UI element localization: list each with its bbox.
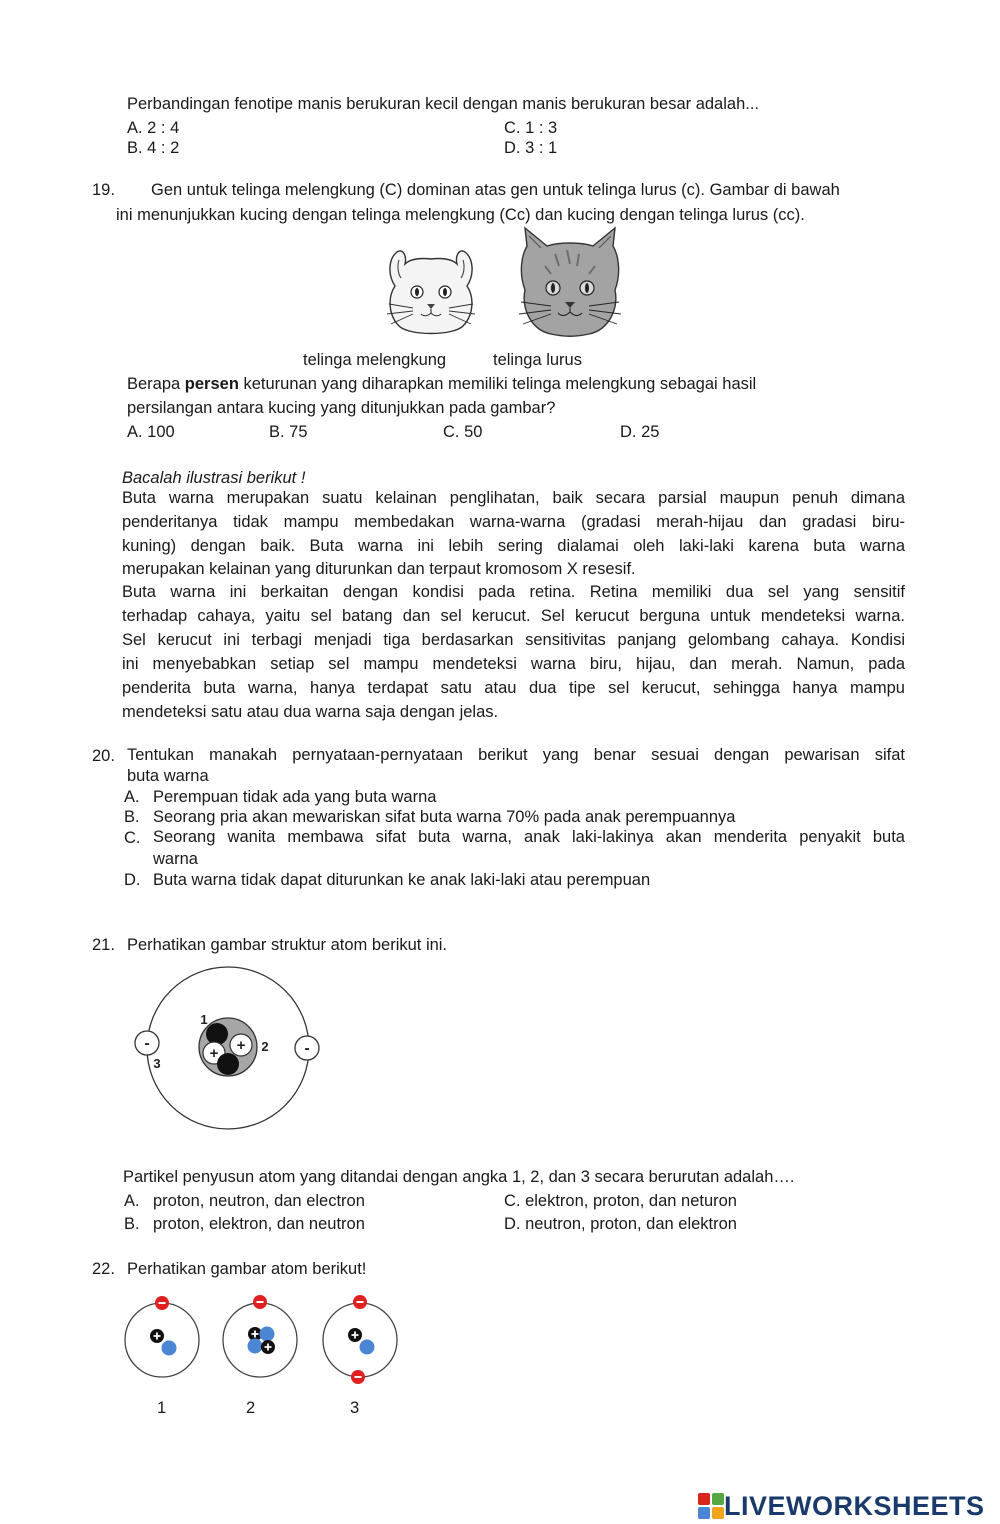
q20-stem-line2: buta warna [127, 767, 209, 785]
q22-number: 22. [92, 1260, 115, 1278]
atom-3 [323, 1295, 397, 1384]
liveworksheets-wordmark: LIVEWORKSHEETS [724, 1490, 985, 1521]
q22-stem: Perhatikan gambar atom berikut! [127, 1260, 367, 1278]
q19-question-emphasis: persen [184, 375, 239, 393]
label-1: 1 [200, 1012, 208, 1027]
reading-p1-line2: penderitanya tidak mampu membedakan warna-warna (gradasi merah-hijau dan gradasi biru- [122, 513, 905, 531]
reading-p2-line2: terhadap cahaya, yaitu sel batang dan sel kerucut. Sel kerucut berguna untuk mendeteksi warna. [122, 607, 905, 625]
reading-p2-line4: ini menyebabkan setiap sel mampu mendeteksi warna biru, hijau, dan merah. Namun, pada [122, 655, 905, 673]
q18-option-b[interactable]: B. 4 : 2 [127, 139, 180, 157]
q19-option-b[interactable]: B. 75 [269, 423, 308, 441]
reading-p2-line6: mendeteksi satu atau dua warna saja dengan jelas. [122, 703, 499, 721]
reading-p2-line1: Buta warna ini berkaitan dengan kondisi pada retina. Retina memiliki dua sel yang sensitif [122, 583, 905, 601]
cat-curled-ears-image [383, 246, 479, 342]
reading-p1-line3: kuning) dengan baik. Buta warna ini lebih sering dialamai oleh laki-laki karena buta warna [122, 537, 905, 555]
q21-stem: Perhatikan gambar struktur atom berikut ini. [127, 936, 448, 954]
proton-plus-sign: + [236, 1037, 246, 1054]
q20-option-b-letter[interactable]: B. [124, 808, 140, 826]
reading-p2-line5: penderita buta warna, hanya terdapat satu atau dua tipe sel kerucut, sehingga hanya mampu [122, 679, 905, 697]
q19-question-line2: persilangan antara kucing yang ditunjukkan pada gambar? [127, 399, 556, 417]
label-3: 3 [153, 1056, 161, 1071]
proton-plus-sign: + [209, 1045, 219, 1062]
atom-1 [125, 1296, 199, 1377]
q20-option-a-letter[interactable]: A. [124, 788, 140, 806]
q21-option-b-letter[interactable]: B. [124, 1215, 140, 1233]
atom-label-1: 1 [157, 1399, 167, 1417]
q19-question-line1: Berapa persen keturunan yang diharapkan memiliki telinga melengkung sebagai hasil [127, 375, 757, 393]
q21-number: 21. [92, 936, 115, 954]
q18-option-a[interactable]: A. 2 : 4 [127, 119, 180, 137]
q19-option-d[interactable]: D. 25 [620, 423, 660, 441]
q18-option-c[interactable]: C. 1 : 3 [504, 119, 558, 137]
q20-number: 20. [92, 747, 115, 765]
q20-option-d-letter[interactable]: D. [124, 871, 141, 889]
q19-option-c[interactable]: C. 50 [443, 423, 483, 441]
reading-p2-line3: Sel kerucut ini terbagi menjadi tiga berdasarkan sensitivitas panjang gelombang cahaya. Kondisi [122, 631, 905, 649]
electron-minus-sign: - [144, 1035, 150, 1052]
reading-p1-line1: Buta warna merupakan suatu kelainan penglihatan, baik secara parsial maupun penuh dimana [122, 489, 905, 507]
q21-option-c[interactable]: C. elektron, proton, dan neturon [504, 1192, 737, 1210]
q19-stem-line2: ini menunjukkan kucing dengan telinga melengkung (Cc) dan kucing dengan telinga lurus (cc). [116, 206, 805, 224]
label-2: 2 [261, 1039, 269, 1054]
cat-straight-ears-image [515, 226, 625, 338]
q20-option-d[interactable]: Buta warna tidak dapat diturunkan ke anak laki-laki atau perempuan [153, 871, 651, 889]
q19-stem-line1: Gen untuk telinga melengkung (C) dominan atas gen untuk telinga lurus (c). Gambar di bawah [151, 181, 840, 199]
atom-label-2: 2 [246, 1399, 256, 1417]
q20-option-c-line1[interactable]: Seorang wanita membawa sifat buta warna, anak laki-lakinya akan menderita penyakit buta [153, 828, 905, 846]
caption-straight-ears: telinga lurus [493, 351, 582, 369]
q19-number: 19. [92, 181, 115, 199]
atom-models-diagram [115, 1290, 415, 1390]
reading-p1-line4: merupakan kelainan yang diturunkan dan terpaut kromosom X resesif. [122, 560, 636, 578]
q19-option-a[interactable]: A. 100 [127, 423, 175, 441]
reading-title: Bacalah ilustrasi berikut ! [122, 469, 306, 487]
q21-option-a[interactable]: proton, neutron, dan electron [153, 1192, 365, 1210]
q21-option-a-letter[interactable]: A. [124, 1192, 140, 1210]
liveworksheets-mark-icon [698, 1493, 724, 1519]
q20-option-b[interactable]: Seorang pria akan mewariskan sifat buta warna 70% pada anak perempuannya [153, 808, 736, 826]
q21-option-d[interactable]: D. neutron, proton, dan elektron [504, 1215, 737, 1233]
caption-curled-ears: telinga melengkung [303, 351, 447, 369]
atom-2 [223, 1295, 297, 1377]
atom-structure-diagram [130, 964, 330, 1134]
q20-option-c-line2[interactable]: warna [153, 850, 198, 868]
q20-option-a[interactable]: Perempuan tidak ada yang buta warna [153, 788, 437, 806]
q20-option-c-letter[interactable]: C. [124, 829, 141, 847]
q20-stem-line1: Tentukan manakah pernyataan-pernyataan berikut yang benar sesuai dengan pewarisan sifat [127, 746, 905, 764]
liveworksheets-logo[interactable] [698, 1490, 985, 1522]
q18-option-d[interactable]: D. 3 : 1 [504, 139, 558, 157]
q21-option-b[interactable]: proton, elektron, dan neutron [153, 1215, 365, 1233]
electron-minus-sign: - [304, 1040, 310, 1057]
q18-stem: Perbandingan fenotipe manis berukuran kecil dengan manis berukuran besar adalah... [127, 95, 759, 113]
atom-label-3: 3 [350, 1399, 360, 1417]
q21-question: Partikel penyusun atom yang ditandai dengan angka 1, 2, dan 3 secara berurutan adalah…. [123, 1168, 795, 1186]
